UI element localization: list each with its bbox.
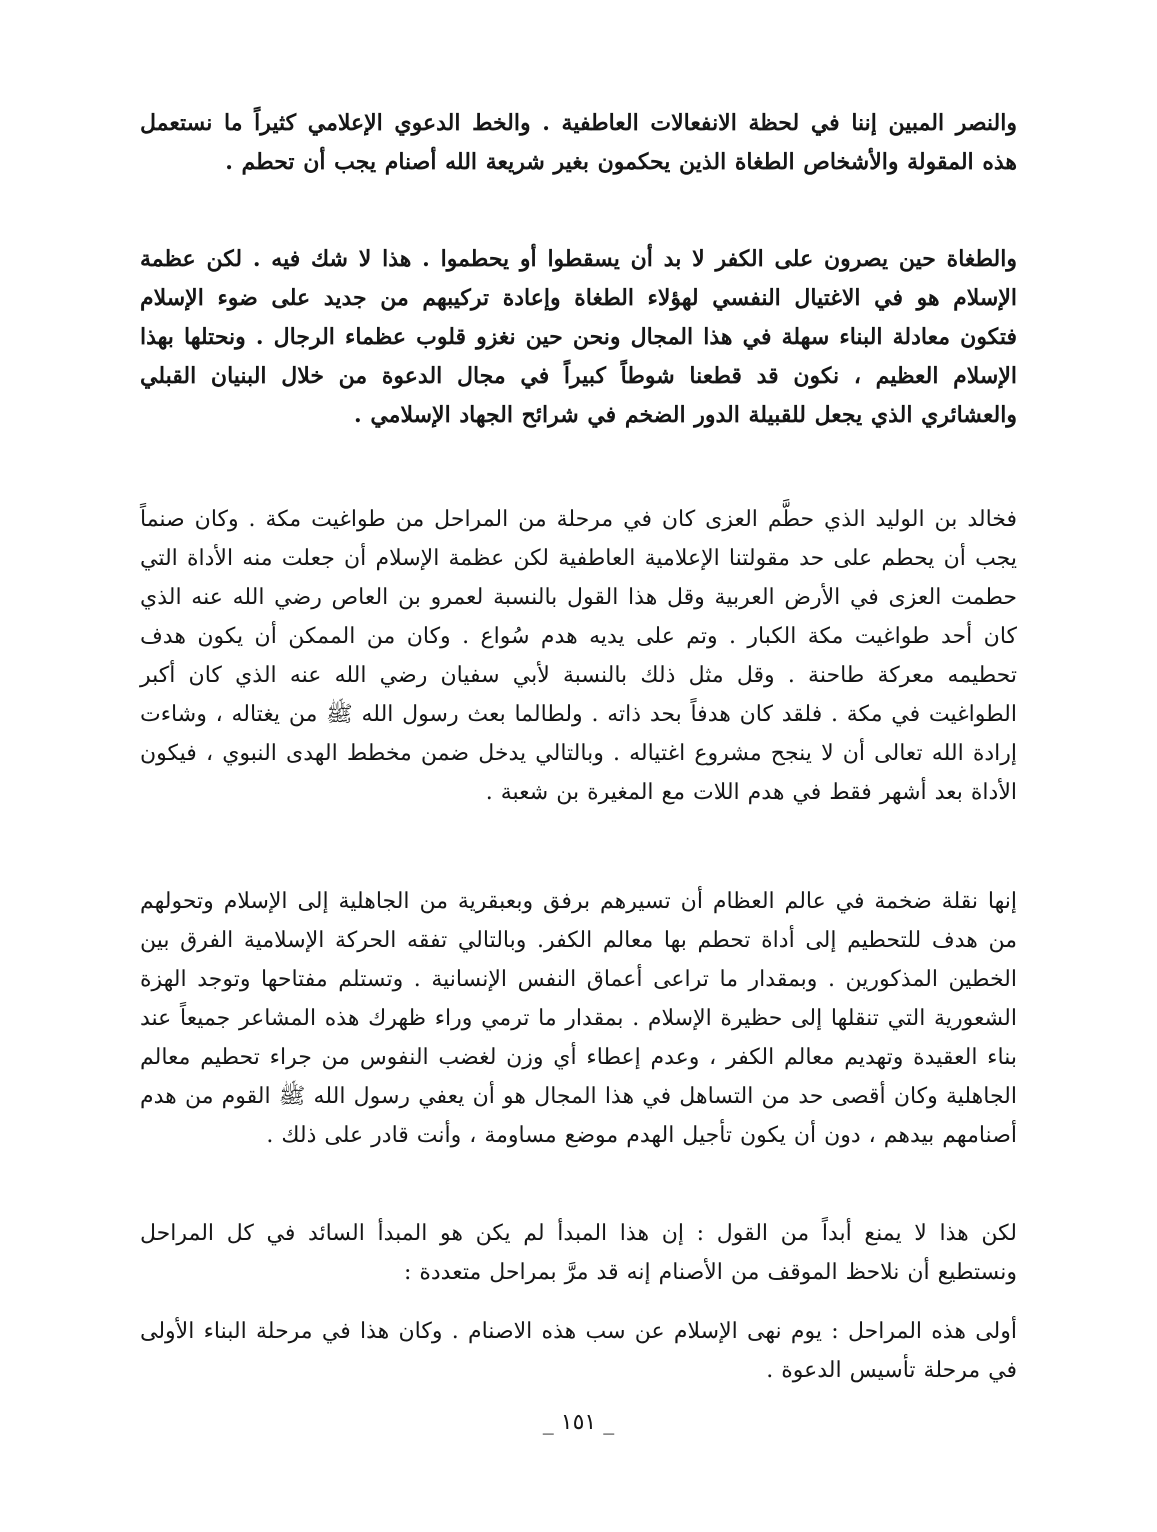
- paragraph-text: أولى هذه المراحل : يوم نهى الإسلام عن سب هذه الاصنام . وكان هذا في مرحلة البناء الأولى في مرحلة تأسيس الدعوة .: [140, 1319, 1017, 1383]
- paragraph-text: إنها نقلة ضخمة في عالم العظام أن تسيرهم برفق وبعبقرية من الجاهلية إلى الإسلام وتحولهم من هدف للتحطيم إلى أداة تحطم بها معالم الكفر. وبالتالي تفقه الحركة الإسلامية الفرق بين الخطين المذكورين . وبمقدار ما تراعى أعماق النفس الإنسانية . وتستلم مفتاحها وتوجد الهزة الشعورية التي تنقلها إلى حظيرة الإسلام . بمقدار ما ترمي وراء ظهرك هذه المشاعر جميعاً عند بناء العقيدة وتهديم معالم الكفر ، وعدم إعطاء أي وزن لغضب النفوس من جراء تحطيم معالم الجاهلية وكان أقصى حد من التساهل في هذا المجال هو أن يعفي رسول الله ﷺ القوم من هدم أصنامهم بيدهم ، دون أن يكون تأجيل الهدم موضع مساومة ، وأنت قادر على ذلك .: [140, 889, 1017, 1148]
- paragraph-3: [140, 500, 1017, 812]
- paragraph-text: والطغاة حين يصرون على الكفر لا بد أن يسقطوا أو يحطموا . هذا لا شك فيه . لكن عظمة الإسلام هو في الاغتيال النفسي لهؤلاء الطغاة وإعادة تركيبهم من جديد على ضوء الإسلام فتكون معادلة البناء سهلة في هذا المجال ونحن حين نغزو قلوب عظماء الرجال . ونحتلها بهذا الإسلام العظيم ، نكون قد قطعنا شوطاً كبيراً في مجال الدعوة من خلال البنيان القبلي والعشائري الذي يجعل للقبيلة الدور الضخم في شرائح الجهاد الإسلامي .: [140, 246, 1017, 428]
- paragraph-2: [140, 240, 1017, 435]
- paragraph-text: والنصر المبين إننا في لحظة الانفعالات العاطفية . والخط الدعوي الإعلامي كثيراً ما نستعمل هذه المقولة والأشخاص الطغاة الذين يحكمون بغير شريعة الله أصنام يجب أن تحطم .: [140, 110, 1017, 175]
- paragraph-text: فخالد بن الوليد الذي حطَّم العزى كان في مرحلة من المراحل من طواغيت مكة . وكان صنماً يجب أن يحطم على حد مقولتنا الإعلامية العاطفية لكن عظمة الإسلام أن جعلت منه الأداة التي حطمت العزى في الأرض العربية وقل هذا القول بالنسبة لعمرو بن العاص رضي الله عنه الذي كان أحد طواغيت مكة الكبار . وتم على يديه هدم سُواع . وكان من الممكن أن يكون هدف تحطيمه معركة طاحنة . وقل مثل ذلك بالنسبة لأبي سفيان رضي الله عنه الذي كان أكبر الطواغيت في مكة . فلقد كان هدفاً بحد ذاته . ولطالما بعث رسول الله ﷺ من يغتاله ، وشاءت إرادة الله تعالى أن لا ينجح مشروع اغتياله . وبالتالي يدخل ضمن مخطط الهدى النبوي ، فيكون الأداة بعد أشهر فقط في هدم اللات مع المغيرة بن شعبة .: [140, 507, 1017, 805]
- paragraph-text: لكن هذا لا يمنع أبداً من القول : إن هذا المبدأ لم يكن هو المبدأ السائد في كل المراحل ونستطيع أن نلاحظ الموقف من الأصنام إنه قد مرَّ بمراحل متعددة :: [140, 1221, 1018, 1285]
- paragraph-6: [140, 1312, 1017, 1390]
- paragraph-4: [140, 882, 1017, 1155]
- page-number: _ ١٥١ _: [542, 1410, 615, 1435]
- paragraph-5: [140, 1214, 1017, 1292]
- paragraph-1: [140, 104, 1017, 182]
